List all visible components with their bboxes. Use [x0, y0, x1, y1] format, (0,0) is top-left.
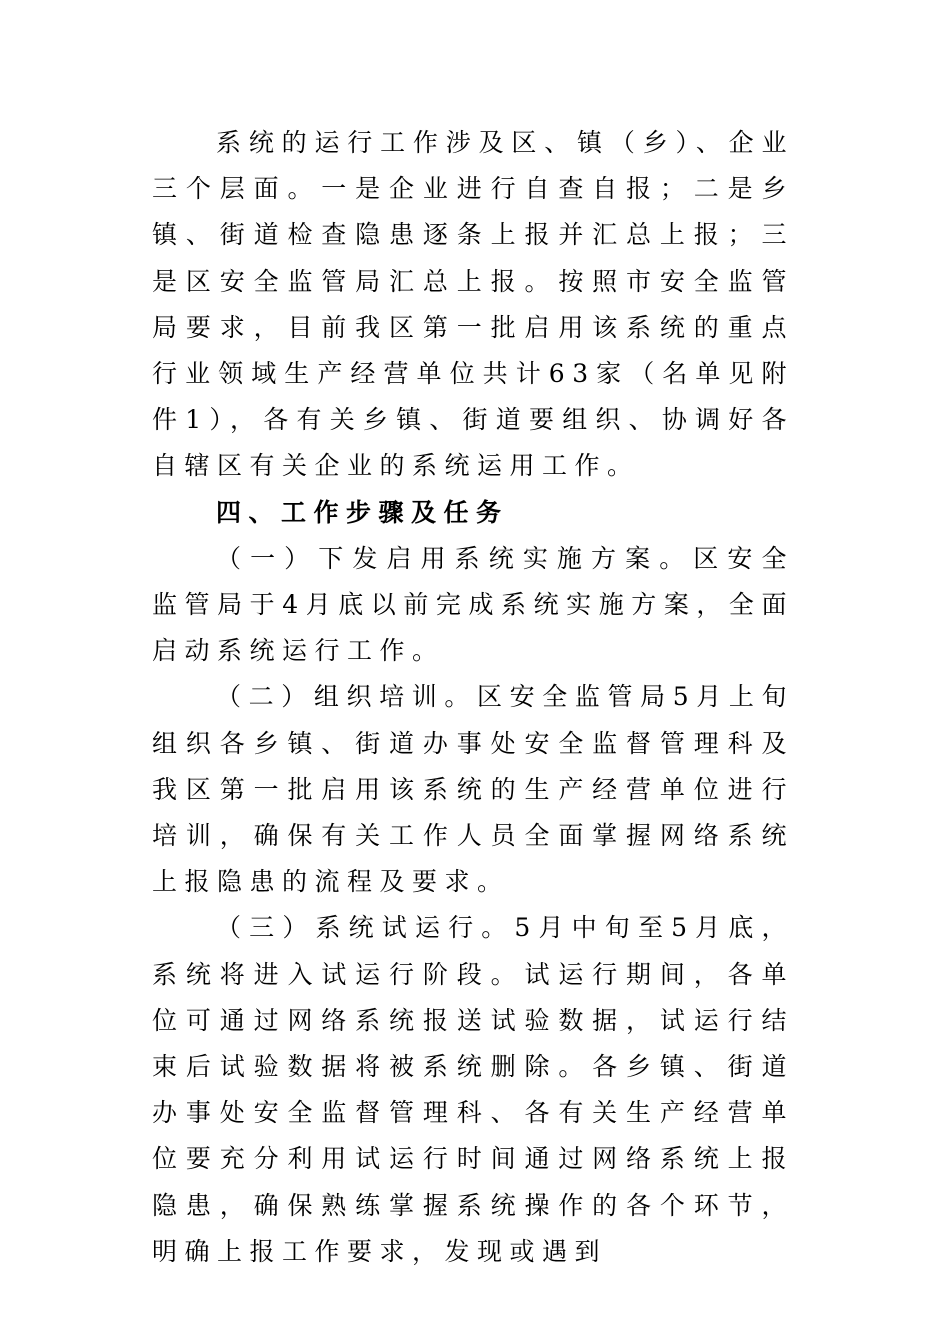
- section-heading-work-steps: 四、工作步骤及任务: [216, 497, 509, 527]
- document-body: [152, 120, 794, 1275]
- paragraph-system-operation: 系统的运行工作涉及区、镇（乡）、企业三个层面。一是企业进行自查自报；二是乡镇、街道检查隐患逐条上报并汇总上报；三是区安全监管局汇总上报。按照市安全监管局要求，目前我区第一批启用该系统的重点行业领域生产经营单位共计63家（名单见附件1），各有关乡镇、街道要组织、协调好各自辖区有关企业的系统运用工作。: [152, 128, 794, 481]
- paragraph-step-two: （二）组织培训。区安全监管局5月上旬组织各乡镇、街道办事处安全监督管理科及我区第一批启用该系统的生产经营单位进行培训，确保有关工作人员全面掌握网络系统上报隐患的流程及要求。: [152, 682, 794, 897]
- paragraph-step-three: （三）系统试运行。5月中旬至5月底，系统将进入试运行阶段。试运行期间，各单位可通过网络系统报送试验数据，试运行结束后试验数据将被系统删除。各乡镇、街道办事处安全监督管理科、各有关生产经营单位要充分利用试运行时间通过网络系统上报隐患，确保熟练掌握系统操作的各个环节，明确上报工作要求，发现或遇到: [152, 913, 794, 1266]
- paragraph-step-one: （一）下发启用系统实施方案。区安全监管局于4月底以前完成系统实施方案，全面启动系统运行工作。: [152, 543, 794, 666]
